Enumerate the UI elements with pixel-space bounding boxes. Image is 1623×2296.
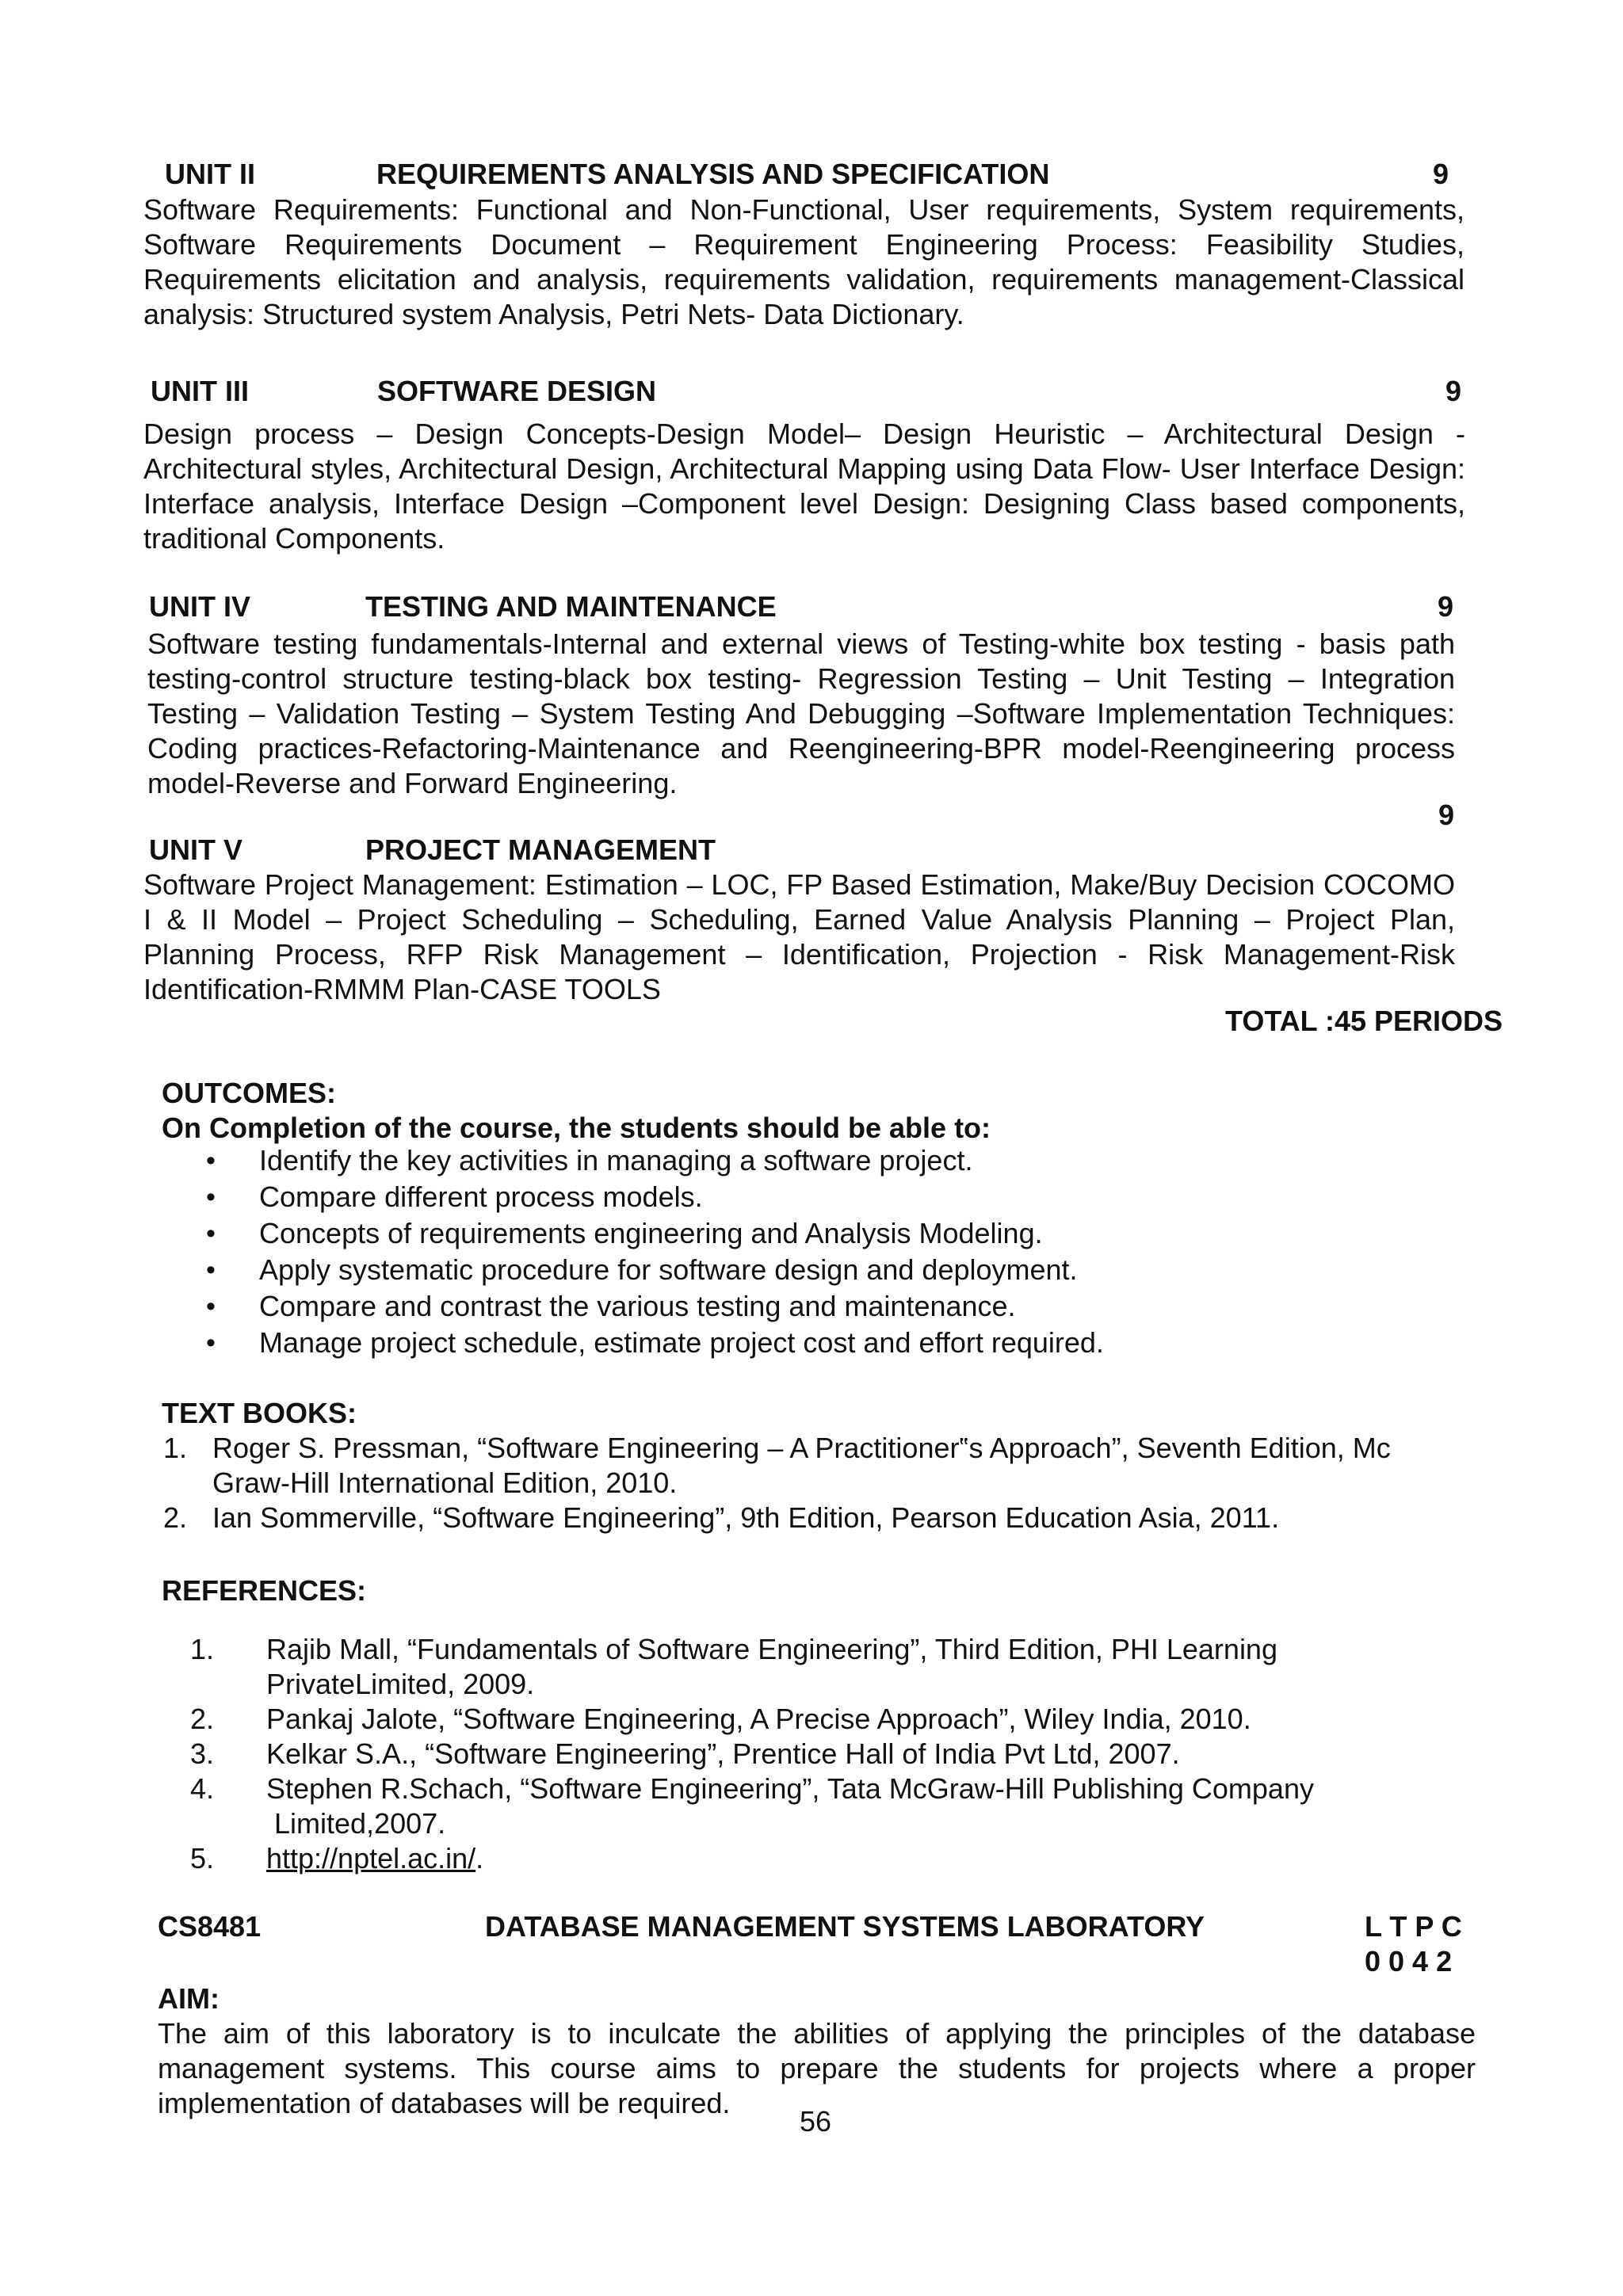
references-heading: REFERENCES: bbox=[162, 1574, 367, 1607]
references-list bbox=[162, 1632, 1477, 1876]
outcome-item: • Compare and contrast the various testing and maintenance. bbox=[162, 1288, 1350, 1325]
outcome-item: • Concepts of requirements engineering and Analysis Modeling. bbox=[162, 1215, 1350, 1252]
unit-3-body: Design process – Design Concepts-Design Model– Design Heuristic – Architectural Design - Architectural styles, Architectural Design, Architectural Mapping using Data Flow- User Interface Design: Interface analysis, Interface Design –Component level Design: Designing Class based components, traditional Components. bbox=[143, 418, 1465, 555]
reference-item bbox=[162, 1737, 1477, 1772]
unit-2-code: UNIT II bbox=[165, 158, 255, 190]
unit-3-hours: 9 bbox=[1445, 375, 1462, 407]
aim-body: The aim of this laboratory is to inculcate the abilities of applying the principles of the database management systems. This course aims to prepare the students for projects where a proper implementation of databases will be required. bbox=[158, 2017, 1476, 2119]
unit-4-code: UNIT IV bbox=[149, 590, 251, 623]
textbook-item bbox=[163, 1431, 1465, 1501]
page-number: 56 bbox=[800, 2105, 832, 2138]
unit-4-body: Software testing fundamentals-Internal and external views of Testing-white box testing - basis path testing-control structure testing-black box testing- Regression Testing – Unit Testing – Integration Testing – Validation Testing – System Testing And Debugging –Software Implementation Techniques: Coding practices-Refactoring-Maintenance and Reengineering-BPR model-Reengineering process model-Reverse and Forward Engineering. bbox=[147, 627, 1455, 799]
outcome-item: • Compare different process models. bbox=[162, 1179, 1350, 1215]
outcomes-intro: On Completion of the course, the students should be able to: bbox=[162, 1112, 991, 1144]
outcomes-list bbox=[162, 1142, 1350, 1361]
unit-2-hours: 9 bbox=[1433, 158, 1449, 190]
unit-3-heading bbox=[151, 374, 1466, 409]
outcome-item: • Apply systematic procedure for software design and deployment. bbox=[162, 1252, 1350, 1288]
textbooks-heading: TEXT BOOKS: bbox=[162, 1397, 357, 1429]
textbooks-list bbox=[163, 1431, 1465, 1535]
unit-4-title: TESTING AND MAINTENANCE bbox=[365, 590, 777, 623]
link-suffix: . bbox=[475, 1842, 484, 1875]
reference-number: 3. bbox=[190, 1737, 215, 1770]
unit-4-hours: 9 bbox=[1438, 590, 1454, 623]
unit-5-title: PROJECT MANAGEMENT bbox=[365, 833, 716, 866]
textbook-number: 2. bbox=[163, 1501, 188, 1534]
total-periods: TOTAL :45 PERIODS bbox=[1225, 1005, 1503, 1037]
course-title: DATABASE MANAGEMENT SYSTEMS LABORATORY bbox=[485, 1910, 1205, 1943]
ltpc-label: L T P C bbox=[1365, 1910, 1462, 1943]
reference-item bbox=[162, 1772, 1477, 1841]
unit-4-heading bbox=[149, 589, 1465, 624]
reference-number: 5. bbox=[190, 1842, 215, 1875]
nptel-link[interactable]: http://nptel.ac.in/ bbox=[266, 1842, 476, 1875]
unit-5-hours: 9 bbox=[1438, 799, 1455, 831]
reference-text: Kelkar S.A., “Software Engineering”, Prentice Hall of India Pvt Ltd, 2007. bbox=[266, 1737, 1180, 1770]
unit-2-body: Software Requirements: Functional and Non-Functional, User requirements, System requirements, Software Requirements Document – Requirement Engineering Process: Feasibility Studies, Requirements elicitation and analysis, requirements validation, requirements management-Classical analysis: Structured system Analysis, Petri Nets- Data Dictionary. bbox=[143, 193, 1465, 330]
outcome-item: • Identify the key activities in managing a software project. bbox=[162, 1142, 1350, 1179]
outcomes-heading: OUTCOMES: bbox=[162, 1077, 336, 1109]
ltpc-values: 0 0 4 2 bbox=[1365, 1945, 1453, 1978]
reference-text: Rajib Mall, “Fundamentals of Software Engineering”, Third Edition, PHI Learning bbox=[266, 1633, 1277, 1665]
reference-text: Stephen R.Schach, “Software Engineering”, Tata McGraw-Hill Publishing Company bbox=[266, 1772, 1314, 1805]
reference-text-cont: PrivateLimited, 2009. bbox=[266, 1668, 535, 1700]
aim-heading: AIM: bbox=[158, 1982, 220, 2015]
textbook-text: Roger S. Pressman, “Software Engineering – A Practitioner‟s Approach”, Seventh Edition, Mc Graw-Hill International Edition, 2010. bbox=[212, 1432, 1391, 1499]
reference-number: 1. bbox=[190, 1633, 215, 1665]
unit-5-body: Software Project Management: Estimation – LOC, FP Based Estimation, Make/Buy Decision COCOMO I & II Model – Project Scheduling – Scheduling, Earned Value Analysis Planning – Project Plan, Planning Process, RFP Risk Management – Identification, Projection - Risk Management-Risk Identification-RMMM Plan-CASE TOOLS bbox=[143, 868, 1455, 1005]
course-code: CS8481 bbox=[158, 1910, 262, 1943]
unit-2-title: REQUIREMENTS ANALYSIS AND SPECIFICATION bbox=[376, 158, 1050, 190]
unit-2-heading bbox=[165, 157, 1465, 192]
reference-number: 2. bbox=[190, 1703, 215, 1735]
reference-text-cont: Limited,2007. bbox=[266, 1807, 446, 1840]
textbook-text: Ian Sommerville, “Software Engineering”, 9th Edition, Pearson Education Asia, 2011. bbox=[212, 1501, 1280, 1534]
unit-5-code: UNIT V bbox=[149, 833, 243, 866]
reference-item bbox=[162, 1632, 1477, 1702]
unit-3-code: UNIT III bbox=[151, 375, 249, 407]
reference-item bbox=[162, 1841, 1477, 1876]
outcome-item: • Manage project schedule, estimate project cost and effort required. bbox=[162, 1325, 1350, 1361]
textbook-item bbox=[163, 1501, 1465, 1535]
unit-3-title: SOFTWARE DESIGN bbox=[377, 375, 657, 407]
reference-text: Pankaj Jalote, “Software Engineering, A Precise Approach”, Wiley India, 2010. bbox=[266, 1703, 1251, 1735]
reference-item bbox=[162, 1702, 1477, 1737]
textbook-number: 1. bbox=[163, 1432, 188, 1464]
unit-5-heading bbox=[149, 833, 1100, 868]
reference-number: 4. bbox=[190, 1772, 215, 1805]
